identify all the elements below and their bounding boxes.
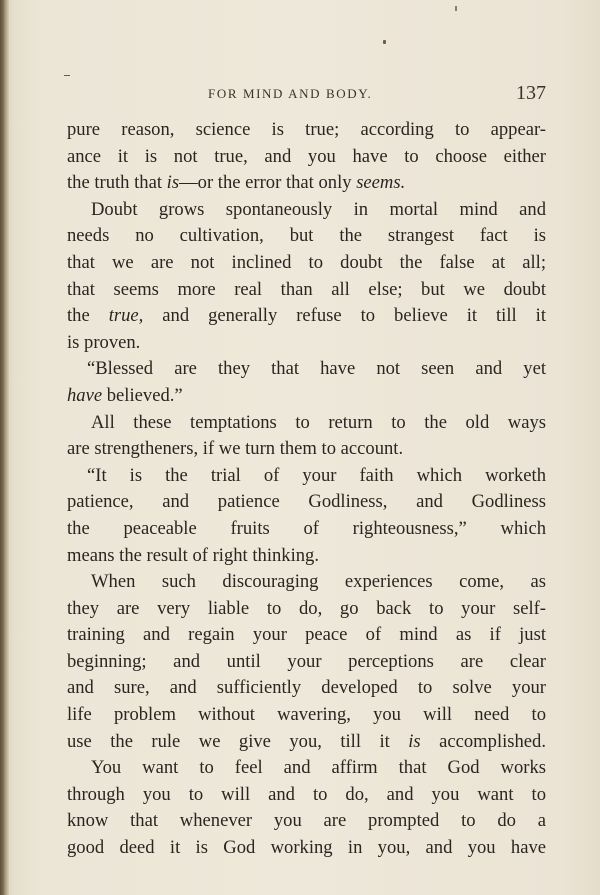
page-number: 137 xyxy=(516,82,546,104)
text-line xyxy=(67,197,546,224)
text-line xyxy=(67,303,546,330)
text-segment: “It is the trial of your faith which worketh xyxy=(87,464,546,486)
body-text xyxy=(67,117,546,862)
text-line xyxy=(67,755,546,782)
text-line xyxy=(67,170,546,197)
italic-text: is xyxy=(408,730,421,752)
text-segment: life problem without wavering, you will need to xyxy=(67,704,546,726)
text-line xyxy=(67,356,546,383)
text-segment: All these temptations to return to the old ways xyxy=(91,411,546,433)
text-segment: know that whenever you are prompted to do a xyxy=(67,810,546,832)
text-segment: the truth that xyxy=(67,172,167,194)
text-segment: use the rule we give you, till it xyxy=(67,730,409,752)
running-head-title: FOR MIND AND BODY. xyxy=(208,86,373,101)
paper-speck xyxy=(383,40,386,44)
text-line xyxy=(67,117,546,144)
text-segment: —or the error that only xyxy=(179,172,357,194)
text-line xyxy=(67,543,546,570)
text-line xyxy=(67,383,546,410)
text-line xyxy=(67,782,546,809)
text-segment: needs no cultivation, but the strangest fact is xyxy=(67,225,546,247)
italic-text: is xyxy=(166,172,180,194)
text-segment: that seems more real than all else; but we doubt xyxy=(67,278,546,300)
text-line xyxy=(67,649,546,676)
text-segment: You want to feel and affirm that God works xyxy=(91,757,546,779)
text-segment: is proven. xyxy=(67,331,141,353)
text-line xyxy=(67,463,546,490)
text-segment: When such discouraging experiences come, as xyxy=(91,571,546,593)
text-line xyxy=(67,436,546,463)
text-line xyxy=(67,489,546,516)
text-segment: and generally refuse to believe it till it xyxy=(143,305,546,327)
text-line xyxy=(67,250,546,277)
text-segment: Doubt grows spontaneously in mortal mind and xyxy=(91,198,546,220)
text-line xyxy=(67,569,546,596)
text-line xyxy=(67,144,546,171)
text-segment: patience, and patience Godliness, and Godliness xyxy=(67,491,546,513)
text-segment: training and regain your peace of mind as if just xyxy=(67,624,546,646)
text-line xyxy=(67,410,546,437)
text-segment: “Blessed are they that have not seen and yet xyxy=(87,358,546,380)
text-line xyxy=(67,622,546,649)
text-segment: through you to will and to do, and you want to xyxy=(67,783,546,805)
text-segment: good deed it is God working in you, and you have xyxy=(67,837,546,859)
text-line xyxy=(67,223,546,250)
running-head xyxy=(66,82,546,110)
text-segment: beginning; and until your perceptions are clear xyxy=(67,650,546,672)
text-segment: ance it is not true, and you have to choose either xyxy=(67,145,546,167)
text-line xyxy=(67,729,546,756)
text-line xyxy=(67,835,546,862)
text-segment: accomplished. xyxy=(420,730,547,752)
text-segment: pure reason, science is true; according to appear- xyxy=(67,119,546,140)
text-line xyxy=(67,675,546,702)
text-segment: means the result of right thinking. xyxy=(67,544,320,566)
italic-text: seems. xyxy=(356,172,406,194)
text-line xyxy=(67,808,546,835)
italic-text: have xyxy=(67,384,103,406)
book-spine-shadow xyxy=(0,0,9,895)
paper-speck xyxy=(455,6,457,11)
text-segment: that we are not inclined to doubt the false at all; xyxy=(67,251,546,273)
text-segment: they are very liable to do, go back to your self- xyxy=(67,597,546,619)
text-line xyxy=(67,596,546,623)
text-segment: the peaceable fruits of righteousness,” which xyxy=(67,517,546,539)
text-line xyxy=(67,277,546,304)
text-segment: the xyxy=(67,305,109,327)
italic-text: true, xyxy=(108,305,144,327)
text-segment: are strengtheners, if we turn them to account. xyxy=(67,438,404,460)
paper-speck xyxy=(64,75,70,76)
text-line xyxy=(67,702,546,729)
text-line xyxy=(67,516,546,543)
text-line xyxy=(67,330,546,357)
text-segment: believed.” xyxy=(102,384,183,406)
text-segment: and sure, and sufficiently developed to solve your xyxy=(67,677,546,699)
